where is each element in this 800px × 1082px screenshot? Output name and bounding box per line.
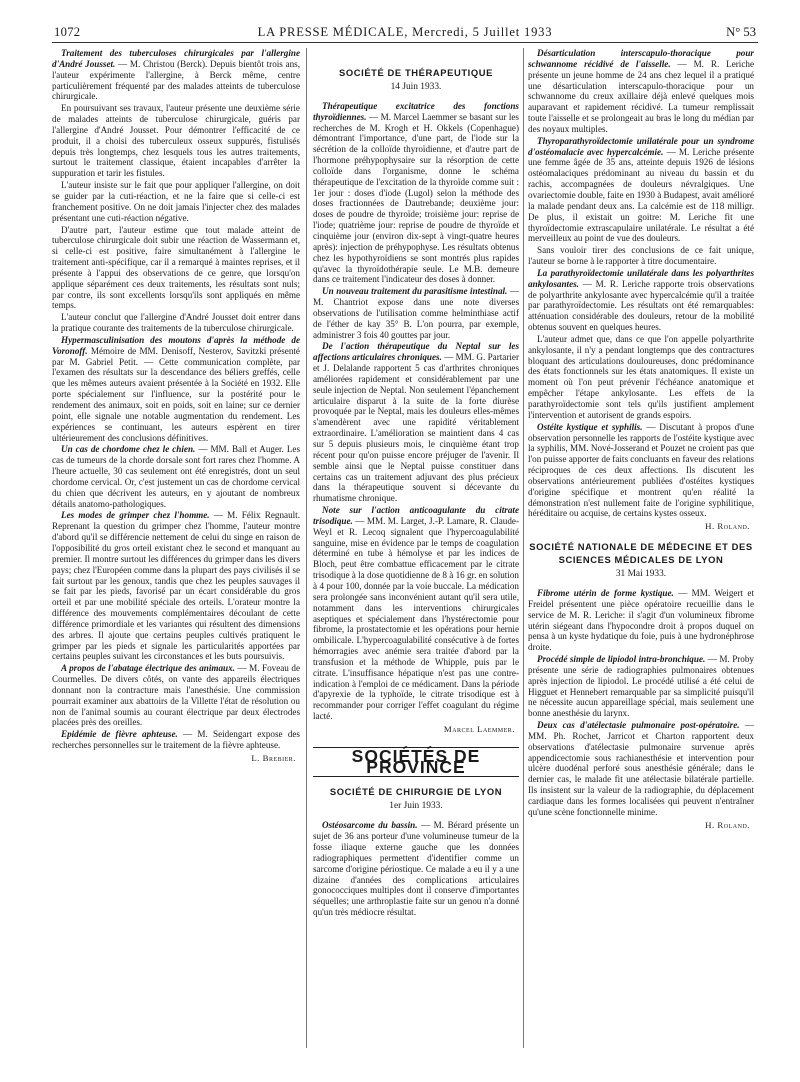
article xyxy=(313,101,519,285)
masthead xyxy=(52,22,758,43)
journal-title: LA PRESSE MÉDICALE, Mercredi, 5 Juillet 1933 xyxy=(257,25,553,39)
article-title: Deux cas d'atélectasie pulmonaire post-opératoire. xyxy=(537,720,740,731)
society-heading: SOCIÉTÉ DE CHIRURGIE DE LYON xyxy=(329,786,503,798)
paragraph: L'auteur conclut que l'allergine d'André Jousset doit entrer dans la pratique courante des traitements de la tuberculose chirurgicale. xyxy=(52,312,300,334)
session-date: 31 Mai 1933. xyxy=(615,569,667,580)
article xyxy=(528,588,754,653)
article-body: — MM. Ph. Rochet, Jarricot et Charton rapportent deux observations d'atélectasie pulmonaire survenue après appendicectomie sous rachianesthésie et intervention pour ulcère duodénal perforé sous anesthésie générale; dans le dernier cas, le malade fit une atélectasie bilatérale partielle. Ils insistent sur la valeur de la radiographie, du déplacement cardiaque dans les formes localisées qui peuvent n'entraîner qu'une scène fonctionnelle minime. xyxy=(528,720,755,817)
signature: H. Roland. xyxy=(705,521,750,532)
article-body: — M. Seidengart expose des recherches personnelles sur le traitement de la fièvre aphteuse. xyxy=(52,729,300,751)
article-title: Ostéite kystique et syphilis. xyxy=(537,421,643,432)
article-title: Désarticulation interscapulo-thoracique pour schwannome récidivé de l'aisselle. xyxy=(528,48,754,69)
article-title: Un nouveau traitement du parasitisme intestinal. xyxy=(322,286,508,297)
article-body: — M. Bérard présente un sujet de 36 ans porteur d'une volumineuse tumeur de la fosse iliaque externe gauche que les données radiographiques permettent d'identifier comme un sarcome d'origine périostique. Ce malade a eu il y a une dizaine d'années des complications articulaires gonococciques multiples dont il conserve d'importantes séquelles; une arthroplastie faite sur un genou n'a donné qu'un très médiocre résultat. xyxy=(313,820,519,918)
article xyxy=(313,820,519,918)
paragraph: En poursuivant ses travaux, l'auteur présente une deuxième série de malades atteints de tuberculose chirurgicale, guéris par l'allergine d'André Jousset. Pour démontrer l'efficacité de ce produit, il a choisi des tuberculeux osseux suppurés, fistulisés depuis très longtemps, chez lesquels tous les autres traitements, surtout le traitement classique, étaient incapables d'arrêter la suppuration et tarir les fistules. xyxy=(52,103,300,179)
column-1 xyxy=(52,48,300,764)
paragraph: Sans vouloir tirer des conclusions de ce fait unique, l'auteur se borne à le rapporter à titre documentaire. xyxy=(528,245,754,267)
paragraph: D'autre part, l'auteur estime que tout malade atteint de tuberculose chirurgicale doit subir une réaction de Wassermann et, si celle-ci est positive, faire simultanément à l'allergine le traitement anti-spécifique, car il a remarqué à maintes reprises, et il présente à l'appui des observations de ce genre, que lorsqu'on applique séparément ces deux traitements, les résultats sont nuls; par contre, ils sont excellents lorsqu'ils sont appliqués en même temps. xyxy=(52,224,300,311)
article-body: — M. Leriche présente une femme âgée de 35 ans, atteinte depuis 1926 de lésions ostéomalaciques prédominant au niveau du bassin et du rachis, accompagnées de douleurs névralgiques. Une ovariectomie double, faite en 1930 à Budapest, avait amélioré la malade pendant deux ans. La calcémie est de 118 milligr. De plus, il existait un goitre: M. Leriche fit une thyroïdectomie extrascapulaire unilatérale. Le résultat a été merveilleux au point de vue des douleurs. xyxy=(528,146,755,244)
article-title: Un cas de chordome chez le chien. xyxy=(61,444,196,455)
article xyxy=(52,510,300,662)
page-number: 1072 xyxy=(54,25,81,39)
article-body: Mémoire de MM. Denisoff, Nesterov, Savitzki présenté par M. Gabriel Petit. — Cette communication complète, par l'examen des résultats sur la descendance des béliers greffés, celle que les mêmes auteurs avaient présentée à la Société en 1932. Elle porte spécialement sur l'influence, sur la postérité pour le rendement des animaux, soit en poids, soit en laine; sur ce dernier point, elle signale une notable augmentation du rendement. Les expériences se continuant, les auteurs espèrent en tirer ultérieurement des conclusions définitives. xyxy=(52,345,300,443)
article-body: — MM. Weigert et Freidel présentent une pièce opératoire recueillie dans le service de M. R. Leriche: il s'agit d'un volumineux fibrome utérin siégeant dans l'hypocondre droit à propos duquel on pensa à un kyste hydatique du foie, puis à une hydronéphrose droite. xyxy=(528,587,754,653)
article-title: Les modes de grimper chez l'homme. xyxy=(61,510,210,521)
issue-number: N° 53 xyxy=(726,25,756,39)
article-body: — M. Christou (Berck). Depuis bientôt trois ans, l'auteur expérimente l'allergine, à Berck même, centre particulièrement fréquenté par des malades atteints de tuberculose chirurgicale. xyxy=(52,58,300,102)
column-rule xyxy=(523,48,524,1048)
article xyxy=(528,268,754,333)
article-title: Thyroparathyroïdectomie unilatérale pour un syndrome d'ostéomalacie avec hypercalcémie. xyxy=(528,135,754,157)
session-date: 14 Juin 1933. xyxy=(390,82,442,92)
signature: H. Roland. xyxy=(705,819,750,830)
article-body: — Discutant à propos d'une observation personnelle les rapports de l'ostéite kystique avec la syphilis, MM. Nové-Josserand et Pouzet ne croient pas que l'on puisse apporter de faits concluants en faveur des relations réciproques de ces deux affections. Ils discutent les observations antérieurement publiées d'ostéites kystiques d'origine spécifique et montrent qu'en réalité la démonstration n'est nullement faite de l'origine syphilitique, héréditaire ou acquise, de certains kystes osseux. xyxy=(528,421,755,519)
article xyxy=(313,341,519,504)
article xyxy=(528,422,754,520)
article-body: — M. Marcel Laemmer se basant sur les recherches de M. Krogh et H. Okkels (Copenhague) démontrant l'importance, d'une part, de l'iode sur la sécrétion de la colloïde thyroïdienne, et d'autre part de l'hormone préhypophysaire sur la résorption de cette colloïde dans l'organisme, donne le schéma thérapeutique de l'excitation de la thyroïde comme suit : 1er jour : doses d'iode (Lugol) selon la méthode des doses fractionnées de Dautrebande; deuxième jour: doses de poudre de thyroïde; troisième jour: reprise de l'iode; quatrième jour: reprise de poudre de thyroïde et cinquième jour (environ dix-sept à vingt-quatre heures après): injection de préhypophyse. Les résultats obtenus chez les hypothyroïdiens se sont montrés plus rapides qu'avec la thyroïdothérapie seule. Le M.B. demeure dans ce traitement l'indicateur des doses à donner. xyxy=(313,111,519,285)
article xyxy=(528,136,754,244)
article-title: La parathyroïdectomie unilatérale dans les polyarthrites ankylosantes. xyxy=(528,267,754,289)
session-date: 1er Juin 1933. xyxy=(389,801,443,812)
column-3 xyxy=(528,48,754,831)
article-title: De l'action thérapeutique du Neptal sur les affections articulaires chroniques. xyxy=(313,341,519,363)
signature: Marcel Laemmer. xyxy=(443,723,515,734)
article-title: Note sur l'action anticoagulante du citrate trisodique. xyxy=(313,505,519,526)
article-title: A propos de l'abatage électrique des animaux. xyxy=(61,663,235,674)
society-heading: SOCIÉTÉ DE THÉRAPEUTIQUE xyxy=(339,67,493,78)
article-body: — MM. M. Larget, J.-P. Lamare, R. Claude-Weyl et R. Lecoq signalent que l'hypercoagulabilité sanguine, mise en évidence par le temps de coagulation déterminé en tube à hémolyse et par les indices de Bloch, peut être combattue efficacement par le citrate trisodique à la dose quotidienne de 8 à 16 gr. en solution à 4 pour 100, donnée par la voie buccale. La médication sera prolongée sans inconvénient autant qu'il sera utile, notamment dans les interventions chirurgicales aseptiques et spécialement dans l'hystérectomie pour fibrome, la prostatectomie et les opérations pour hernie ombilicale. L'hypercoagulabilité consécutive à de fortes hémorragies avec anémie sera traitée d'abord par la transfusion et la méthode de Whipple, puis par le citrate. L'insuffisance hépatique n'est pas une contre-indication à l'emploi de ce médicament. Dans la période d'apyrexie de la typhoïde, le citrate trisodique est à recommander pour corriger l'effet coagulant du régime lacté. xyxy=(313,515,519,722)
article-body: — M. R. Leriche présente un jeune homme de 24 ans chez lequel il a pratiqué une désarticulation interscapulo-thoracique pour un schwannome du creux axillaire déjà enlevé quelques mois auparavant et rapidement récidivé. La tumeur remplissait toute l'aisselle et se prolongeait au bras le long du médian par des noyaux multiples. xyxy=(528,58,754,134)
article-body: — MM. G. Partarier et J. Delalande rapportent 5 cas d'arthrites chroniques améliorées rapidement et considérablement par une seule injection de Neptal. Non seulement l'épanchement articulaire disparut à la suite de la forte diurèse provoquée par le Neptal, mais les douleurs elles-mêmes s'amendèrent avec une rapidité véritablement extraordinaire. L'amélioration se maintient dans 4 cas sur 5 depuis plusieurs mois, le cinquième étant trop récent pour qu'on puisse encore préjuger de l'avenir. Il semble ainsi que le Neptal puisse constituer dans certains cas un traitement adjuvant des plus précieux dans la thérapeutique souvent si décevante du rhumatisme chronique. xyxy=(313,352,519,504)
article-body: — M. Proby présente une série de radiographies pulmonaires obtenues après injection de lipiodol. Le procédé utilisé a été celui de Higguet et Hennebert remarquable par sa simplicité puisqu'il ne nécessite aucun appareillage spécial, mais seulement une bonne anesthésie du larynx. xyxy=(528,654,754,719)
article-body: — MM. Ball et Auger. Les cas de tumeurs de la chorde dorsale sont fort rares chez l'homme. A l'heure actuelle, 30 cas seulement ont été enregistrés, dont un seul chordome cervical. Or, c'est justement un cas de chordome cervical du chien que décrivent les auteurs, en y ajoutant de nombreux détails anatomo-pathologiques. xyxy=(52,444,300,509)
article-title: Fibrome utérin de forme kystique. xyxy=(537,587,674,598)
article xyxy=(528,654,754,719)
article-title: Ostéosarcome du bassin. xyxy=(322,820,418,831)
article-title: Traitement des tuberculoses chirurgicales par l'allergine d'André Jousset. xyxy=(52,48,300,69)
article xyxy=(528,720,754,818)
article-title: Procédé simple de lipiodol intra-bronchique. xyxy=(537,654,706,665)
article xyxy=(52,48,300,102)
article-title: Epidémie de fièvre aphteuse. xyxy=(61,729,178,740)
article xyxy=(528,48,754,135)
article xyxy=(313,286,519,340)
section-banner: SOCIÉTÉS DE PROVINCE xyxy=(313,747,519,778)
column-2 xyxy=(313,48,519,918)
article-title: Hypermasculinisation des moutons d'après la méthode de Voronoff. xyxy=(52,334,300,356)
article xyxy=(52,663,300,728)
paragraph: L'auteur admet que, dans ce que l'on appelle polyarthrite ankylosante, il n'y a pendant longtemps que des contractures bloquant des articulations douloureuses, donc prédominance des états fonctionnels sur les états anatomiques. Il existe un moment où l'on peut prévenir l'échéance anatomique et empêcher l'étape ankylosante. Les effets de la parathyroïdectomie sont tels qu'ils justifient amplement l'intervention et autorisent de grands espoirs. xyxy=(528,333,754,420)
article xyxy=(52,335,300,443)
article xyxy=(52,444,300,509)
article xyxy=(52,729,300,751)
signature: L. Brebier. xyxy=(251,753,296,763)
society-heading: SOCIÉTÉ NATIONALE DE MÉDECINE ET DES SCIENCES MÉDICALES DE LYON xyxy=(529,541,753,566)
article xyxy=(313,505,519,722)
article-body: — M. R. Leriche rapporte trois observations de polyarthrite ankylosante avec hypercalcémie qu'il a traitée par parathyroïdectomie. Les résultats ont été remarquables: atténuation considérable des douleurs, retour de la mobilité obtenus souvent en quelques heures. xyxy=(528,278,754,333)
article-body: — M. Foveau de Courmelles. De divers côtés, on vante des appareils électriques donnant non la contracture mais l'anesthésie. Une commission pourrait examiner aux abattoirs de la Villette l'état de résolution ou non de l'animal soumis au courant électrique par deux électrodes placées près des oreilles. xyxy=(52,663,300,728)
article-title: Thérapeutique excitatrice des fonctions thyroïdiennes. xyxy=(313,100,519,122)
column-rule xyxy=(306,48,307,1048)
article-body: — M. Chantriot expose dans une note diverses observations de l'utilisation comme helminthiase actif de l'éther de kay 35° B. L'on pourra, par exemple, administrer 3 fois 40 gouttes par jour. xyxy=(313,286,519,340)
article-body: — M. Félix Regnault. Reprenant la question du grimper chez l'homme, l'auteur montre d'abord qu'il se différencie nettement de celui du singe en raison de l'opposibilité du gros orteil existant chez le second et manquant au premier. Il montre surtout les différences du grimper dans les divers pays; chez l'Européen comme dans la plupart des pays civilisés il se fait surtout par les genoux, tandis que chez les peuples sauvages il se fait par les pieds, favorisé par un écart considérable du gros orteil et par une mobilité spéciale des orteils. L'orateur montre la différence des mouvements complémentaires découlant de cette différence primordiale et les variantes qui résultent des dimensions des arbres. Il ajoute que certains peuples cultivés pratiquent le grimper par les pieds et signale les particularités apportées par certains peuples suivant les circonstances et les buts poursuivis. xyxy=(52,510,300,662)
paragraph: L'auteur insiste sur le fait que pour appliquer l'allergine, on doit se guider par la cuti-réaction, et ne la faire que si celle-ci est franchement positive. On ne doit jamais l'injecter chez des malades présentant une cuti-réaction négative. xyxy=(52,180,300,223)
